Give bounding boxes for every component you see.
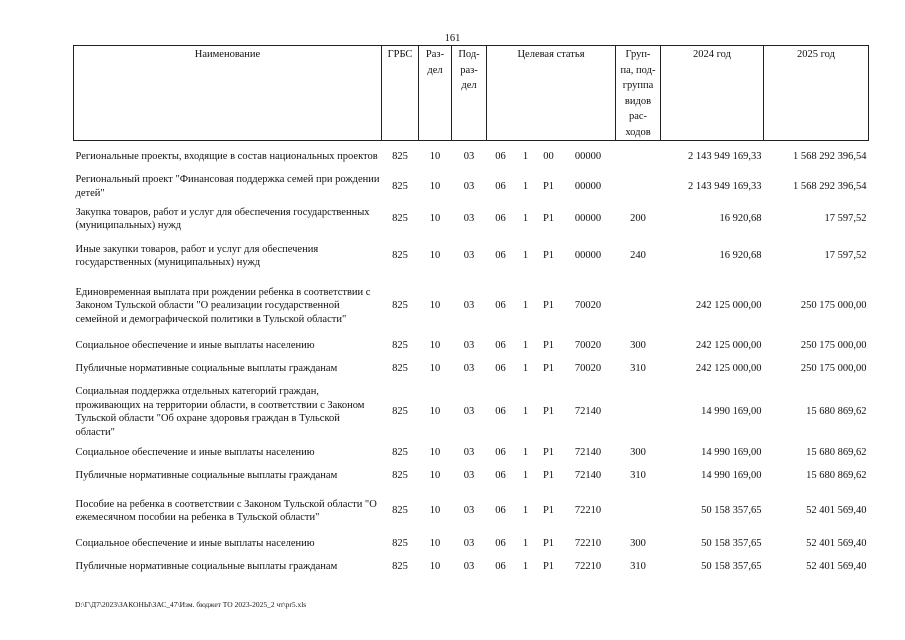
row-target-direction: 72210	[574, 560, 602, 572]
row-name: Публичные нормативные социальные выплаты гражданам	[75, 469, 338, 481]
row-razdel: 10	[429, 537, 441, 549]
file-path-footer: D:\Г\Д7\2023\ЗАКОНЫ\ЗАС_47\Изм. бюджет ТО 2023-2025_2 чт\pr5.xls	[75, 600, 307, 609]
row-name: Региональный проект "Финансовая поддержка семей при рождении детей"	[75, 174, 380, 199]
row-expense-group: 310	[630, 362, 646, 374]
row-expense-group	[616, 382, 661, 443]
table-row	[74, 382, 869, 443]
row-amount-2024: 14 990 169,00	[701, 446, 762, 458]
row-target-program: 06	[487, 141, 515, 172]
header-podrazdel-line: раз-	[460, 64, 478, 76]
row-expense-group: 310	[630, 560, 646, 572]
row-name: Пособие на ребенка в соответствии с Законом Тульской области "О ежемесячном пособии на ребенка в Тульской области"	[75, 498, 377, 523]
row-amount-2025: 17 597,52	[824, 250, 867, 262]
row-amount-2025: 250 175 000,00	[800, 300, 867, 312]
row-target-subprogram: 1	[522, 469, 529, 481]
row-target-project: Р1	[542, 505, 555, 517]
table-row	[74, 443, 869, 463]
row-grbs: 825	[392, 560, 408, 572]
row-expense-group: 300	[630, 340, 646, 352]
row-target-subprogram: 1	[522, 340, 529, 352]
table-row	[74, 276, 869, 337]
row-target-subprogram: 1	[522, 362, 529, 374]
header-group-line: группа	[622, 80, 654, 91]
row-razdel: 10	[429, 446, 441, 458]
row-amount-2025: 52 401 569,40	[806, 537, 867, 549]
header-year-2024: 2024 год	[661, 46, 764, 141]
row-amount-2024: 14 990 169,00	[701, 469, 762, 481]
row-target-project: Р1	[542, 180, 555, 192]
table-row	[74, 141, 869, 172]
row-target-program: 06	[495, 362, 506, 374]
table-header-row	[74, 46, 869, 141]
row-target-subprogram: 1	[522, 560, 529, 572]
row-amount-2025: 17 597,52	[824, 213, 867, 225]
row-amount-2024: 2 143 949 169,33	[688, 180, 762, 192]
table-row	[74, 172, 869, 202]
table-row	[74, 356, 869, 382]
row-target-direction: 00000	[574, 213, 602, 225]
row-grbs: 825	[392, 362, 408, 374]
row-target-program: 06	[495, 446, 506, 458]
row-target-direction: 70020	[574, 340, 602, 352]
row-target-direction: 70020	[574, 300, 602, 312]
row-target-subprogram: 1	[522, 213, 529, 225]
row-target-program: 06	[495, 505, 506, 517]
row-podrazdel: 03	[463, 469, 475, 481]
header-group-line: ходов	[625, 126, 651, 138]
row-grbs: 825	[392, 180, 408, 192]
row-target-project: Р1	[542, 213, 555, 225]
header-group-line: рас-	[628, 111, 648, 122]
header-podrazdel	[452, 46, 487, 141]
row-target-direction: 72210	[574, 505, 602, 517]
row-grbs: 825	[392, 300, 408, 312]
row-target-program: 06	[495, 537, 506, 549]
row-target-subprogram: 1	[522, 300, 529, 312]
row-target-project: Р1	[542, 469, 555, 481]
row-grbs: 825	[392, 469, 408, 481]
row-grbs: 825	[392, 505, 408, 517]
header-group-line: Груп-	[625, 49, 651, 60]
row-target-project: Р1	[542, 340, 555, 352]
row-razdel: 10	[429, 362, 441, 374]
table-row	[74, 237, 869, 276]
row-target-program: 06	[495, 469, 506, 481]
row-expense-group: 310	[630, 469, 646, 481]
row-podrazdel: 03	[463, 180, 475, 192]
row-target-direction: 00000	[574, 250, 602, 262]
row-grbs: 825	[392, 537, 408, 549]
table-row	[74, 463, 869, 489]
row-target-direction: 00000	[574, 180, 602, 192]
row-podrazdel: 03	[452, 141, 487, 172]
row-target-project: Р1	[542, 446, 555, 458]
row-expense-group	[616, 141, 661, 172]
row-name: Закупка товаров, работ и услуг для обеспечения государственных (муниципальных) нужд	[75, 206, 370, 231]
row-amount-2024: 14 990 169,00	[701, 406, 762, 418]
row-razdel: 10	[429, 469, 441, 481]
row-razdel: 10	[429, 300, 441, 312]
row-amount-2025: 250 175 000,00	[800, 340, 867, 352]
header-podrazdel-line: дел	[461, 80, 477, 91]
row-target-subprogram: 1	[522, 250, 529, 262]
row-podrazdel: 03	[463, 505, 475, 517]
row-amount-2025: 15 680 869,62	[806, 446, 867, 458]
row-amount-2025: 52 401 569,40	[806, 560, 867, 572]
row-amount-2024: 242 125 000,00	[695, 362, 762, 374]
row-name: Единовременная выплата при рождении ребенка в соответствии с Законом Тульской области "О реализации государственной семейной и демографической политики в Тульской области"	[75, 286, 371, 325]
row-target-program: 06	[495, 213, 506, 225]
row-grbs: 825	[382, 141, 419, 172]
row-razdel: 10	[429, 406, 441, 418]
row-amount-2024: 2 143 949 169,33	[661, 141, 764, 172]
row-target-direction: 00000	[561, 141, 616, 172]
row-expense-group: 200	[630, 213, 646, 225]
table-row	[74, 337, 869, 356]
row-grbs: 825	[392, 446, 408, 458]
row-razdel: 10	[419, 141, 452, 172]
row-target-program: 06	[495, 340, 506, 352]
header-podrazdel-line: Под-	[458, 49, 480, 60]
row-name: Региональные проекты, входящие в состав национальных проектов	[74, 141, 382, 172]
header-group-line: па, под-	[620, 64, 656, 76]
row-target-program: 06	[495, 560, 506, 572]
table-row	[74, 489, 869, 534]
row-podrazdel: 03	[463, 250, 475, 262]
row-amount-2025: 15 680 869,62	[806, 469, 867, 481]
row-target-project: 00	[537, 141, 561, 172]
row-target-subprogram: 1	[522, 537, 529, 549]
row-grbs: 825	[392, 406, 408, 418]
row-amount-2024: 50 158 357,65	[701, 505, 762, 517]
row-grbs: 825	[392, 250, 408, 262]
row-target-direction: 72140	[574, 446, 602, 458]
page-number: 161	[444, 33, 461, 44]
header-target-article: Целевая статья	[487, 46, 616, 141]
row-razdel: 10	[429, 180, 441, 192]
row-amount-2024: 50 158 357,65	[701, 537, 762, 549]
row-razdel: 10	[429, 213, 441, 225]
row-amount-2025: 1 568 292 396,54	[793, 180, 867, 192]
row-target-subprogram: 1	[522, 505, 529, 517]
row-target-subprogram: 1	[522, 446, 529, 458]
row-target-direction: 70020	[574, 362, 602, 374]
budget-table	[73, 45, 869, 580]
row-amount-2024: 242 125 000,00	[695, 300, 762, 312]
row-amount-2025: 15 680 869,62	[806, 406, 867, 418]
row-target-subprogram: 1	[515, 141, 537, 172]
row-name: Публичные нормативные социальные выплаты гражданам	[75, 560, 338, 572]
header-name: Наименование	[74, 46, 382, 141]
row-amount-2025: 250 175 000,00	[800, 362, 867, 374]
row-podrazdel: 03	[463, 300, 475, 312]
row-target-direction: 72140	[574, 469, 602, 481]
row-name: Иные закупки товаров, работ и услуг для обеспечения государственных (муниципальных) нужд	[75, 243, 319, 268]
row-name: Социальное обеспечение и иные выплаты населению	[75, 537, 315, 549]
row-podrazdel: 03	[463, 446, 475, 458]
row-amount-2024: 50 158 357,65	[701, 560, 762, 572]
row-name: Социальное обеспечение и иные выплаты населению	[75, 446, 315, 458]
row-target-program: 06	[495, 180, 506, 192]
row-razdel: 10	[429, 340, 441, 352]
row-amount-2024: 16 920,68	[719, 213, 762, 225]
row-podrazdel: 03	[463, 213, 475, 225]
row-target-subprogram: 1	[522, 180, 529, 192]
row-podrazdel: 03	[463, 537, 475, 549]
table-row	[74, 202, 869, 237]
header-group-line: видов	[624, 95, 652, 107]
row-name: Социальная поддержка отдельных категорий граждан, проживающих на территории области, в соответствии с Законом Тульской области "Об охране здоровья граждан в Тульской области"	[75, 386, 365, 438]
row-grbs: 825	[392, 213, 408, 225]
table-row	[74, 554, 869, 580]
row-target-program: 06	[495, 406, 506, 418]
row-podrazdel: 03	[463, 560, 475, 572]
header-grbs: ГРБС	[382, 46, 419, 141]
row-target-subprogram: 1	[522, 406, 529, 418]
row-target-project: Р1	[542, 560, 555, 572]
row-amount-2025: 52 401 569,40	[806, 505, 867, 517]
row-grbs: 825	[392, 340, 408, 352]
row-target-project: Р1	[542, 300, 555, 312]
header-razdel	[419, 46, 452, 141]
row-target-project: Р1	[542, 362, 555, 374]
row-name: Публичные нормативные социальные выплаты гражданам	[75, 362, 338, 374]
row-expense-group	[616, 489, 661, 534]
row-target-project: Р1	[542, 406, 555, 418]
row-name: Социальное обеспечение и иные выплаты населению	[75, 340, 315, 352]
header-razdel-line: Раз-	[425, 49, 445, 60]
row-podrazdel: 03	[463, 406, 475, 418]
row-target-program: 06	[495, 250, 506, 262]
header-expense-group	[616, 46, 661, 141]
header-year-2025: 2025 год	[764, 46, 869, 141]
row-amount-2024: 242 125 000,00	[695, 340, 762, 352]
row-razdel: 10	[429, 560, 441, 572]
header-razdel-line: дел	[427, 64, 443, 76]
row-target-project: Р1	[542, 537, 555, 549]
row-expense-group: 240	[630, 250, 646, 262]
row-target-direction: 72210	[574, 537, 602, 549]
row-target-direction: 72140	[574, 406, 602, 418]
row-razdel: 10	[429, 505, 441, 517]
row-amount-2024: 16 920,68	[719, 250, 762, 262]
row-expense-group: 300	[630, 537, 646, 549]
table-row	[74, 534, 869, 554]
row-podrazdel: 03	[463, 340, 475, 352]
row-podrazdel: 03	[463, 362, 475, 374]
row-amount-2025: 1 568 292 396,54	[764, 141, 869, 172]
row-target-program: 06	[495, 300, 506, 312]
row-expense-group	[616, 276, 661, 337]
row-razdel: 10	[429, 250, 441, 262]
row-expense-group	[616, 172, 661, 202]
row-expense-group: 300	[630, 446, 646, 458]
row-target-project: Р1	[542, 250, 555, 262]
